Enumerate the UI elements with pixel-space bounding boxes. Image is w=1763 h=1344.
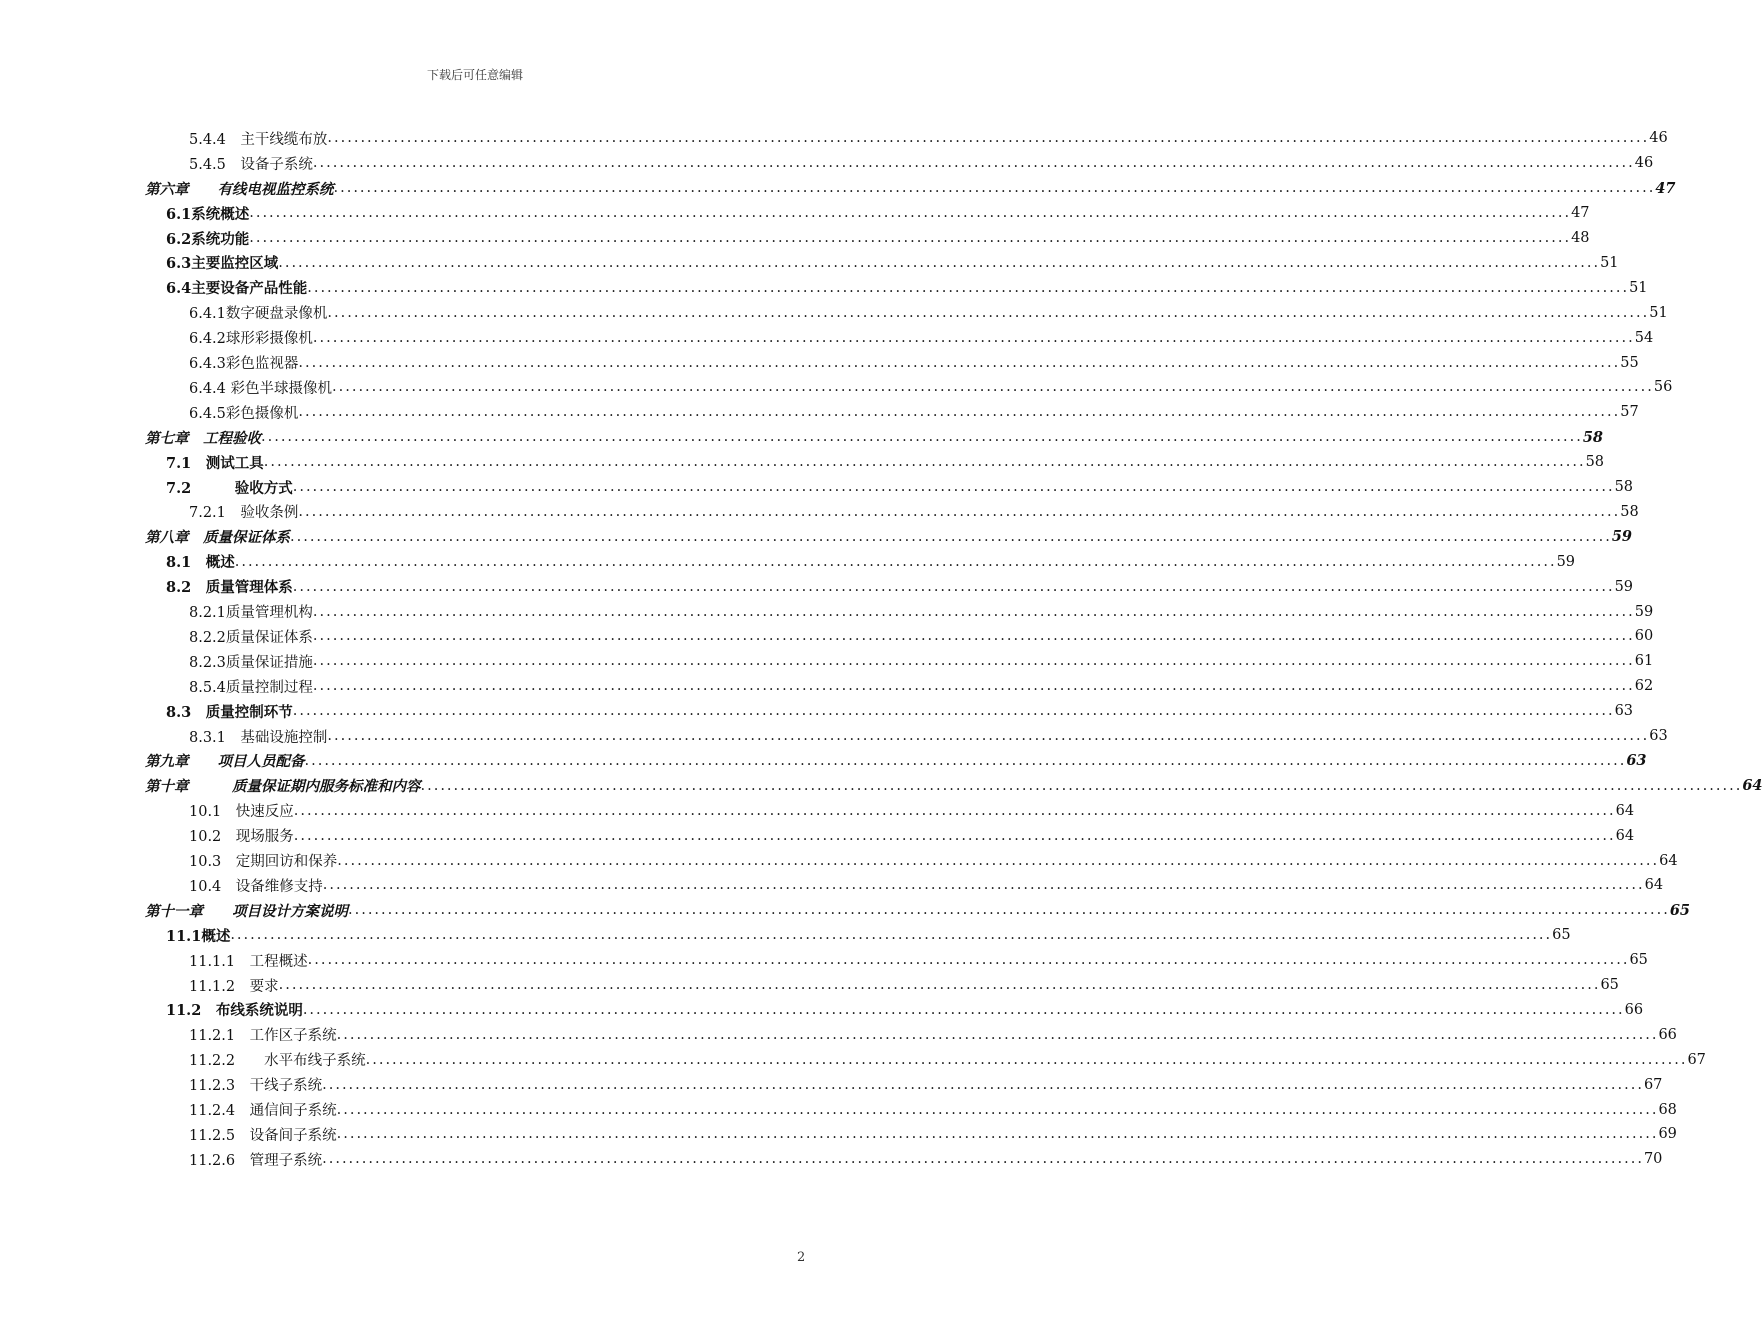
- toc-entry[interactable]: [189, 1147, 1663, 1172]
- toc-entry[interactable]: [145, 524, 1633, 549]
- toc-entry-title: 11.2.6 管理子系统: [189, 1152, 323, 1169]
- toc-entry-title: 11.2.2 水平布线子系统: [189, 1053, 366, 1070]
- toc-entry-page: 59: [1614, 578, 1634, 595]
- toc-entry[interactable]: [189, 1097, 1677, 1122]
- toc-entry-title: 6.4.4 彩色半球摄像机: [189, 380, 333, 397]
- toc-entry-page: 65: [1600, 977, 1619, 994]
- toc-entry-page: 64: [1742, 777, 1763, 795]
- toc-leader-dots: ........................................................................................................................................................................................................: [327, 304, 1650, 321]
- toc-entry[interactable]: [189, 948, 1648, 973]
- toc-entry-title: 6.4.1数字硬盘录像机: [189, 306, 328, 323]
- toc-entry-title: 8.2 质量管理体系: [166, 579, 293, 597]
- toc-entry-title: 第九章 项目人员配备: [145, 753, 305, 771]
- toc-entry-title: 8.3 质量控制环节: [166, 703, 293, 721]
- toc-entry-page: 63: [1626, 752, 1647, 770]
- toc-entry[interactable]: [189, 126, 1668, 151]
- toc-leader-dots: ........................................................................................................................................................................................................: [298, 354, 1621, 371]
- toc-entry-title: 11.1.1 工程概述: [189, 953, 308, 970]
- toc-entry[interactable]: [189, 500, 1639, 525]
- toc-entry-page: 61: [1634, 653, 1654, 670]
- toc-entry-page: 47: [1571, 205, 1590, 222]
- toc-entry-page: 62: [1634, 678, 1654, 695]
- toc-entry[interactable]: [166, 923, 1571, 948]
- toc-entry-page: 63: [1649, 728, 1668, 745]
- toc-entry[interactable]: [145, 749, 1647, 774]
- toc-leader-dots: ........................................................................................................................................................................................................: [304, 752, 1627, 769]
- toc-entry[interactable]: [166, 251, 1619, 276]
- toc-leader-dots: ........................................................................................................................................................................................................: [312, 628, 1635, 645]
- toc-entry[interactable]: [166, 699, 1634, 724]
- toc-leader-dots: ........................................................................................................................................................................................................: [298, 404, 1621, 421]
- toc-entry-title: 11.1.2 要求: [189, 978, 279, 995]
- toc-leader-dots: ........................................................................................................................................................................................................: [322, 1151, 1644, 1168]
- toc-entry-page: 68: [1658, 1101, 1677, 1118]
- toc-entry-title: 6.4.5彩色摄像机: [189, 405, 299, 422]
- toc-entry-page: 65: [1552, 927, 1571, 944]
- toc-leader-dots: ........................................................................................................................................................................................................: [302, 1001, 1625, 1018]
- toc-entry-title: 11.2.5 设备间子系统: [189, 1127, 337, 1144]
- toc-leader-dots: ........................................................................................................................................................................................................: [322, 1076, 1644, 1093]
- toc-leader-dots: ........................................................................................................................................................................................................: [348, 902, 1670, 919]
- toc-entry-page: 48: [1571, 230, 1590, 247]
- toc-entry-title: 6.4主要设备产品性能: [166, 280, 308, 298]
- toc-entry[interactable]: [145, 898, 1691, 923]
- toc-leader-dots: ........................................................................................................................................................................................................: [312, 603, 1635, 620]
- toc-entry-page: 58: [1585, 454, 1605, 471]
- toc-leader-dots: ........................................................................................................................................................................................................: [337, 852, 1660, 869]
- toc-entry-page: 46: [1649, 130, 1668, 147]
- toc-entry-title: 8.1 概述: [166, 554, 235, 572]
- toc-entry-page: 55: [1620, 354, 1639, 371]
- toc-entry-title: 8.2.3质量保证措施: [189, 654, 313, 671]
- toc-leader-dots: ........................................................................................................................................................................................................: [336, 1101, 1659, 1118]
- toc-entry-page: 63: [1614, 703, 1634, 720]
- toc-entry-page: 51: [1600, 254, 1619, 271]
- toc-entry[interactable]: [189, 873, 1664, 898]
- toc-leader-dots: ........................................................................................................................................................................................................: [292, 479, 1615, 496]
- toc-entry-title: 第七章 工程验收: [145, 429, 261, 447]
- toc-entry-title: 5.4.4 主干线缆布放: [189, 131, 328, 148]
- toc-leader-dots: ........................................................................................................................................................................................................: [234, 553, 1557, 570]
- toc-entry[interactable]: [189, 400, 1639, 425]
- toc-leader-dots: ........................................................................................................................................................................................................: [261, 429, 1583, 446]
- toc-entry[interactable]: [189, 1047, 1706, 1072]
- toc-entry-page: 51: [1629, 279, 1648, 296]
- toc-leader-dots: ........................................................................................................................................................................................................: [230, 927, 1553, 944]
- toc-leader-dots: ........................................................................................................................................................................................................: [307, 279, 1630, 296]
- toc-entry-title: 8.5.4质量控制过程: [189, 679, 313, 696]
- toc-entry-title: 第十章 质量保证期内服务标准和内容: [145, 778, 421, 796]
- toc-leader-dots: ........................................................................................................................................................................................................: [327, 130, 1650, 147]
- toc-entry-title: 10.4 设备维修支持: [189, 878, 323, 895]
- toc-entry-page: 70: [1643, 1151, 1663, 1168]
- toc-entry[interactable]: [189, 599, 1654, 624]
- toc-leader-dots: ........................................................................................................................................................................................................: [249, 230, 1572, 247]
- page-number: 2: [797, 1250, 806, 1265]
- toc-entry-page: 67: [1687, 1051, 1706, 1068]
- toc-entry-title: 第六章 有线电视监控系统: [145, 180, 334, 198]
- toc-entry-page: 65: [1669, 901, 1691, 919]
- toc-entry-page: 51: [1649, 304, 1668, 321]
- toc-entry[interactable]: [189, 798, 1635, 823]
- toc-leader-dots: ........................................................................................................................................................................................................: [293, 802, 1616, 819]
- toc-entry[interactable]: [145, 773, 1763, 798]
- toc-entry-title: 6.1系统概述: [166, 205, 250, 223]
- toc-entry-page: 57: [1620, 404, 1639, 421]
- toc-entry-page: 59: [1634, 603, 1654, 620]
- toc-entry[interactable]: [189, 823, 1635, 848]
- toc-entry-title: 11.2.1 工作区子系统: [189, 1028, 337, 1045]
- toc-entry-page: 64: [1659, 852, 1678, 869]
- toc-entry[interactable]: [189, 1122, 1677, 1147]
- toc-entry-page: 67: [1643, 1076, 1663, 1093]
- toc-entry[interactable]: [189, 973, 1619, 998]
- toc-entry-page: 47: [1655, 179, 1676, 197]
- page-header: 下载后可任意编辑: [426, 68, 523, 82]
- toc-entry-title: 10.2 现场服务: [189, 829, 294, 846]
- toc-leader-dots: ........................................................................................................................................................................................................: [307, 952, 1630, 969]
- toc-entry-title: 6.3主要监控区域: [166, 255, 279, 273]
- toc-entry-page: 64: [1644, 877, 1664, 894]
- toc-entry-title: 8.3.1 基础设施控制: [189, 729, 328, 746]
- toc-entry-page: 66: [1658, 1026, 1677, 1043]
- toc-entry-page: 60: [1634, 628, 1654, 645]
- toc-entry-title: 5.4.5 设备子系统: [189, 156, 313, 173]
- toc-entry-title: 第八章 质量保证体系: [145, 529, 290, 547]
- toc-entry-page: 58: [1582, 428, 1604, 446]
- toc-leader-dots: ........................................................................................................................................................................................................: [292, 703, 1615, 720]
- toc-entry[interactable]: [189, 649, 1654, 674]
- toc-entry[interactable]: [166, 275, 1648, 300]
- toc-entry[interactable]: [189, 1022, 1677, 1047]
- toc-entry-title: 6.4.3彩色监视器: [189, 356, 299, 373]
- toc-entry-page: 56: [1653, 379, 1673, 396]
- toc-entry[interactable]: [166, 450, 1605, 475]
- toc-leader-dots: ........................................................................................................................................................................................................: [420, 777, 1743, 794]
- toc-entry-title: 6.2系统功能: [166, 230, 250, 248]
- toc-entry[interactable]: [166, 998, 1644, 1023]
- toc-leader-dots: ........................................................................................................................................................................................................: [290, 528, 1612, 545]
- toc-leader-dots: ........................................................................................................................................................................................................: [312, 329, 1635, 346]
- toc-leader-dots: ........................................................................................................................................................................................................: [312, 155, 1635, 172]
- toc-leader-dots: ........................................................................................................................................................................................................: [249, 205, 1572, 222]
- toc-entry-title: 8.2.1质量管理机构: [189, 605, 313, 622]
- toc-leader-dots: ........................................................................................................................................................................................................: [333, 180, 1656, 197]
- toc-leader-dots: ........................................................................................................................................................................................................: [293, 827, 1616, 844]
- toc-leader-dots: ........................................................................................................................................................................................................: [292, 578, 1615, 595]
- toc-entry[interactable]: [189, 848, 1678, 873]
- toc-entry[interactable]: [166, 475, 1634, 500]
- toc-entry-title: 10.1 快速反应: [189, 804, 294, 821]
- toc-entry[interactable]: [166, 201, 1590, 226]
- toc-entry[interactable]: [166, 574, 1634, 599]
- toc-entry-page: 54: [1634, 329, 1654, 346]
- toc-leader-dots: ........................................................................................................................................................................................................: [336, 1026, 1659, 1043]
- toc-entry[interactable]: [145, 425, 1604, 450]
- toc-entry-title: 7.2.1 验收条例: [189, 505, 299, 522]
- toc-entry-title: 11.2.4 通信间子系统: [189, 1103, 337, 1120]
- toc-entry-page: 69: [1658, 1126, 1677, 1143]
- toc-entry[interactable]: [189, 724, 1668, 749]
- toc-entry-title: 6.4.2球形彩摄像机: [189, 331, 313, 348]
- toc-leader-dots: ........................................................................................................................................................................................................: [365, 1051, 1688, 1068]
- toc-leader-dots: ........................................................................................................................................................................................................: [278, 977, 1601, 994]
- toc-entry-title: 7.2 验收方式: [166, 479, 293, 497]
- toc-entry-page: 46: [1634, 155, 1654, 172]
- toc-entry-title: 8.2.2质量保证体系: [189, 629, 313, 646]
- toc-entry[interactable]: [189, 674, 1654, 699]
- toc-leader-dots: ........................................................................................................................................................................................................: [322, 877, 1645, 894]
- toc-leader-dots: ........................................................................................................................................................................................................: [332, 379, 1654, 396]
- toc-entry[interactable]: [189, 300, 1668, 325]
- toc-entry[interactable]: [189, 151, 1654, 176]
- toc-leader-dots: ........................................................................................................................................................................................................: [336, 1126, 1659, 1143]
- toc-entry-title: 11.1概述: [166, 927, 231, 945]
- toc-entry-title: 第十一章 项目设计方案说明: [145, 902, 348, 920]
- toc-entry-page: 66: [1624, 1001, 1644, 1018]
- toc-entry-page: 58: [1620, 503, 1639, 520]
- toc-entry-title: 10.3 定期回访和保养: [189, 854, 338, 871]
- toc-entry[interactable]: [145, 176, 1676, 201]
- toc-entry[interactable]: [166, 549, 1576, 574]
- toc-entry-title: 7.1 测试工具: [166, 454, 264, 472]
- toc-entry-page: 59: [1611, 528, 1633, 546]
- toc-leader-dots: ........................................................................................................................................................................................................: [312, 678, 1635, 695]
- toc-leader-dots: ........................................................................................................................................................................................................: [298, 503, 1621, 520]
- toc-entry[interactable]: [189, 375, 1673, 400]
- toc-entry-page: 64: [1615, 802, 1635, 819]
- toc-leader-dots: ........................................................................................................................................................................................................: [312, 653, 1635, 670]
- toc-entry[interactable]: [166, 226, 1590, 251]
- toc-entry[interactable]: [189, 1072, 1663, 1097]
- toc-entry[interactable]: [189, 624, 1654, 649]
- toc-entry[interactable]: [189, 350, 1639, 375]
- toc-entry-page: 59: [1556, 553, 1576, 570]
- toc-entry-page: 65: [1629, 952, 1648, 969]
- toc-entry[interactable]: [189, 325, 1654, 350]
- toc-leader-dots: ........................................................................................................................................................................................................: [327, 728, 1650, 745]
- toc-entry-title: 11.2 布线系统说明: [166, 1002, 303, 1020]
- toc-entry-title: 11.2.3 干线子系统: [189, 1078, 323, 1095]
- toc-leader-dots: ........................................................................................................................................................................................................: [278, 254, 1601, 271]
- toc-entry-page: 58: [1614, 479, 1634, 496]
- toc-entry-page: 64: [1615, 827, 1635, 844]
- toc-leader-dots: ........................................................................................................................................................................................................: [263, 454, 1586, 471]
